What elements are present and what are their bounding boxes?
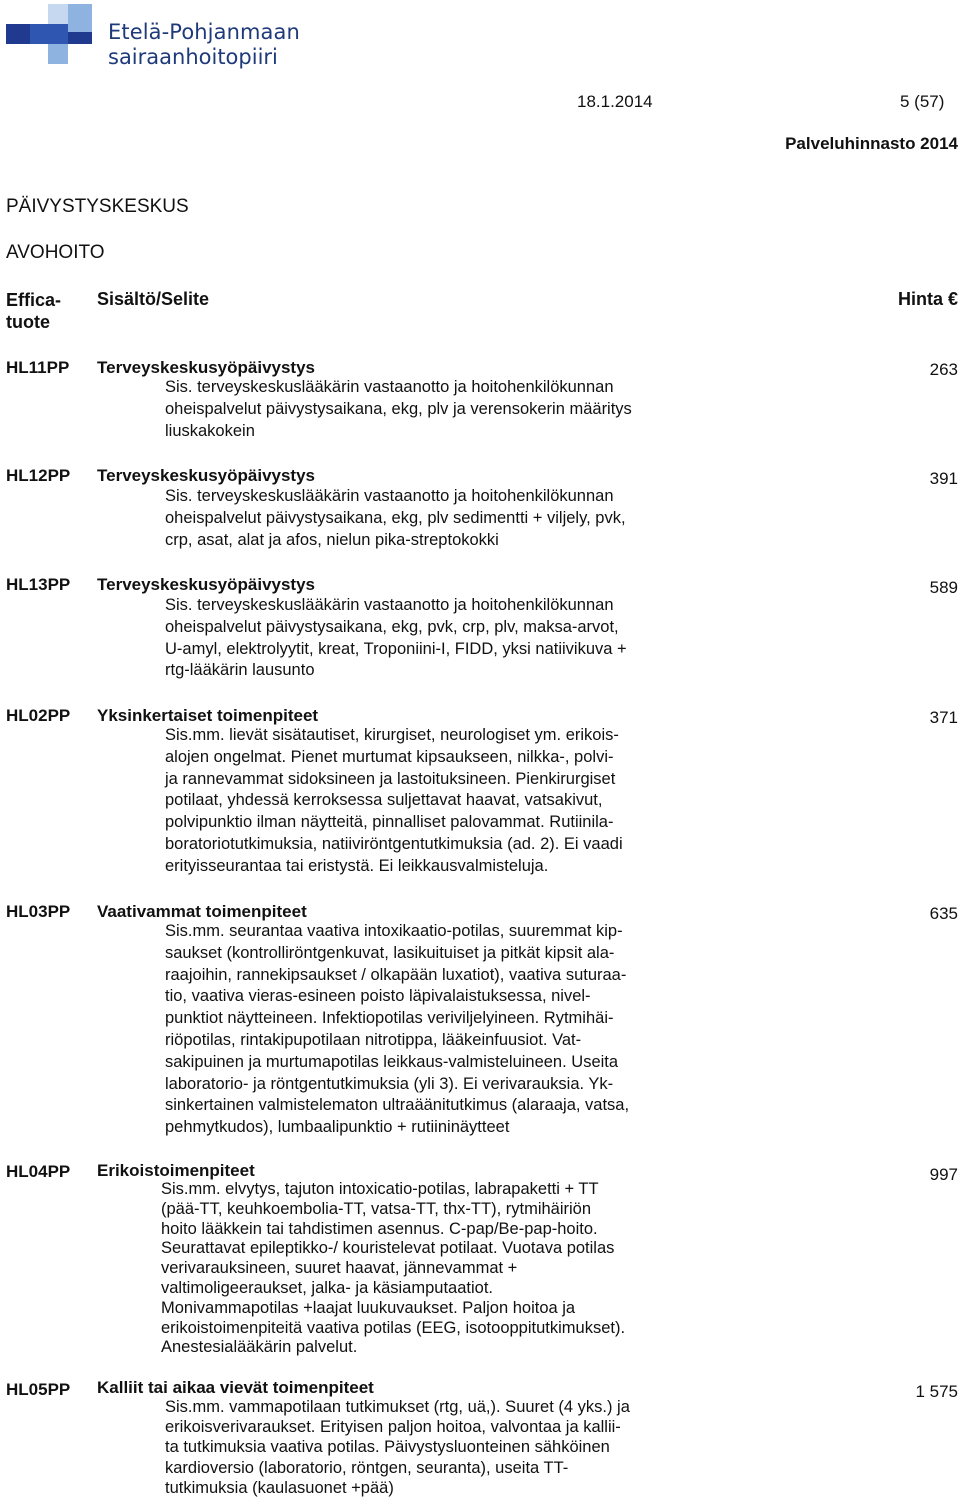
description-line: crp, asat, alat ja afos, nielun pika-streptokokki xyxy=(165,530,499,549)
column-header-price: Hinta € xyxy=(897,289,958,309)
description-line: erikoistoimenpiteitä vaativa potilas (EEG, isotooppitutkimukset). xyxy=(161,1318,626,1337)
description-line: verivarauksineen, suuret haavat, jännevammat + xyxy=(161,1259,518,1278)
description-line: erityisseurantaa tai eristystä. Ei leikkausvalmisteluja. xyxy=(165,856,549,875)
description-line: saukset (kontrolliröntgenkuvat, lasikuituiset ja pitkät kipsit ala- xyxy=(165,943,615,962)
row-price: 997 xyxy=(929,1165,958,1184)
row-code: HL02PP xyxy=(6,706,71,725)
description-line: oheispalvelut päivystysaikana, ekg, plv ja verensokerin määritys xyxy=(165,399,632,418)
description-line: erikoisverivaraukset. Erityisen paljon hoitoa, valvontaa ja kallii- xyxy=(165,1418,621,1437)
row-price: 635 xyxy=(929,904,958,923)
row-description xyxy=(165,1397,630,1498)
description-line: Sis.mm. seurantaa vaativa intoxikaatio-potilas, suuremmat kip- xyxy=(165,922,623,940)
row-title: Vaativammat toimenpiteet xyxy=(97,902,307,921)
row-title: Terveyskeskusyöpäivystys xyxy=(97,466,316,485)
description-line: punktiot näytteineen. Infektiopotilas veriviljelyineen. Rytmihäi- xyxy=(165,1009,614,1028)
row-title: Terveyskeskusyöpäivystys xyxy=(97,575,316,594)
row-price: 589 xyxy=(929,578,958,597)
logo-block-light-bottom xyxy=(48,44,68,64)
description-line: riöpotilas, rintakipupotilaan nitrotippa, lääkeinfuusiot. Vat- xyxy=(165,1030,582,1049)
organization-logo xyxy=(6,4,94,64)
row-description xyxy=(165,921,629,1139)
row-code: HL03PP xyxy=(6,902,71,921)
row-description xyxy=(165,377,632,442)
organization-name xyxy=(108,20,300,70)
description-line: Sis.mm. lievät sisätautiset, kirurgiset, neurologiset ym. erikois- xyxy=(165,726,619,744)
row-description xyxy=(165,725,623,878)
description-line: liuskakokein xyxy=(165,421,255,440)
row-price: 391 xyxy=(929,469,958,488)
logo-block-light-top xyxy=(68,4,92,32)
description-line: ta tutkimuksia vaativa potilas. Päivystysluonteinen sähköinen xyxy=(165,1438,610,1457)
description-line: sakipuinen ja murtumapotilas leikkaus-valmisteluineen. Useita xyxy=(165,1052,619,1071)
description-line: tio, vaativa vieras-esineen poisto läpivalaistuksessa, nivel- xyxy=(165,987,591,1006)
row-title: Erikoistoimenpiteet xyxy=(97,1161,255,1180)
document-date: 18.1.2014 xyxy=(577,92,653,111)
row-description xyxy=(165,486,626,551)
description-line: pehmytkudos), lumbaalipunktio + rutiininäytteet xyxy=(165,1118,510,1137)
description-line: oheispalvelut päivystysaikana, ekg, plv sedimentti + viljely, pvk, xyxy=(165,508,626,527)
description-line: polvipunktio ilman näytteitä, pinnalliset palovammat. Rutiinila- xyxy=(165,813,614,832)
description-line: kardioversio (laboratorio, röntgen, seuranta), useita TT- xyxy=(165,1458,569,1477)
description-line: oheispalvelut päivystysaikana, ekg, pvk, crp, plv, maksa-arvot, xyxy=(165,617,619,636)
description-line: U-amyl, elektrolyytit, kreat, Troponiini-I, FIDD, yksi natiivikuva + xyxy=(165,639,627,658)
document-title: Palveluhinnasto 2014 xyxy=(785,134,958,153)
description-line: Anestesialääkärin palvelut. xyxy=(161,1338,358,1357)
description-line: raajoihin, rannekipsaukset / olkapään luxatiot), vaativa suturaa- xyxy=(165,965,627,984)
description-line: tutkimuksia (kaulasuonet +pää) xyxy=(165,1478,394,1497)
description-line: Sis.mm. vammapotilaan tutkimukset (rtg, uä,). Suuret (4 yks.) ja xyxy=(165,1398,630,1416)
description-line: Sis.mm. elvytys, tajuton intoxicatio-potilas, labrapaketti + TT xyxy=(161,1180,599,1198)
description-line: Sis. terveyskeskuslääkärin vastaanotto ja hoitohenkilökunnan xyxy=(165,487,614,505)
section-heading: PÄIVYSTYSKESKUS xyxy=(6,196,189,217)
row-price: 371 xyxy=(929,708,958,727)
logo-block-pale xyxy=(48,4,68,24)
row-code: HL04PP xyxy=(6,1162,71,1181)
logo-block-dark-right xyxy=(68,32,92,44)
column-header-description: Sisältö/Selite xyxy=(97,289,210,309)
row-title: Yksinkertaiset toimenpiteet xyxy=(97,706,319,725)
row-code: HL05PP xyxy=(6,1380,71,1399)
page-number: 5 (57) xyxy=(900,92,945,111)
description-line: sinkertainen valmistelematon ultraäänitutkimus (alaraaja, vatsa, xyxy=(165,1096,630,1115)
row-code: HL12PP xyxy=(6,466,71,485)
row-description xyxy=(165,595,627,682)
description-line: hoito lääkkein tai tahdistimen asennus. C-pap/Be-pap-hoito. xyxy=(161,1219,598,1238)
logo-block-dark-left xyxy=(6,24,30,44)
organization-name-line1: Etelä-Pohjanmaan xyxy=(108,20,300,44)
logo-block-mid xyxy=(30,24,68,44)
column-header-code: Effica-tuote xyxy=(6,290,62,332)
description-line: Monivammapotilas +laajat luukuvaukset. Paljon hoitoa ja xyxy=(161,1298,576,1317)
row-code: HL13PP xyxy=(6,575,71,594)
description-line: laboratorio- ja röntgentutkimuksia (yli 3). Ei verivarauksia. Yk- xyxy=(165,1074,614,1093)
description-line: (pää-TT, keuhkoembolia-TT, vatsa-TT, thx-TT), rytmihäiriön xyxy=(161,1199,592,1218)
description-line: valtimoligeeraukset, jalka- ja käsiamputaatiot. xyxy=(161,1278,493,1297)
organization-name-line2: sairaanhoitopiiri xyxy=(108,45,278,69)
row-title: Terveyskeskusyöpäivystys xyxy=(97,358,316,377)
row-price: 263 xyxy=(929,360,958,379)
description-line: Sis. terveyskeskuslääkärin vastaanotto ja hoitohenkilökunnan xyxy=(165,596,614,614)
description-line: rtg-lääkärin lausunto xyxy=(165,661,315,680)
description-line: Seurattavat epileptikko-/ kouristelevat potilaat. Vuotava potilas xyxy=(161,1239,615,1258)
row-description xyxy=(161,1180,625,1358)
subsection-heading: AVOHOITO xyxy=(6,242,105,263)
description-line: alojen ongelmat. Pienet murtumat kipsaukseen, nilkka-, polvi- xyxy=(165,747,614,766)
description-line: ja rannevammat sidoksineen ja lastoituksineen. Pienkirurgiset xyxy=(165,769,616,788)
row-title: Kalliit tai aikaa vievät toimenpiteet xyxy=(97,1378,374,1397)
description-line: Sis. terveyskeskuslääkärin vastaanotto ja hoitohenkilökunnan xyxy=(165,378,614,396)
row-code: HL11PP xyxy=(6,358,70,377)
description-line: potilaat, yhdessä kerroksessa suljettavat haavat, vatsakivut, xyxy=(165,791,603,810)
description-line: boratoriotutkimuksia, natiiviröntgentutkimuksia (ad. 2). Ei vaadi xyxy=(165,834,623,853)
row-price: 1 575 xyxy=(915,1382,958,1401)
